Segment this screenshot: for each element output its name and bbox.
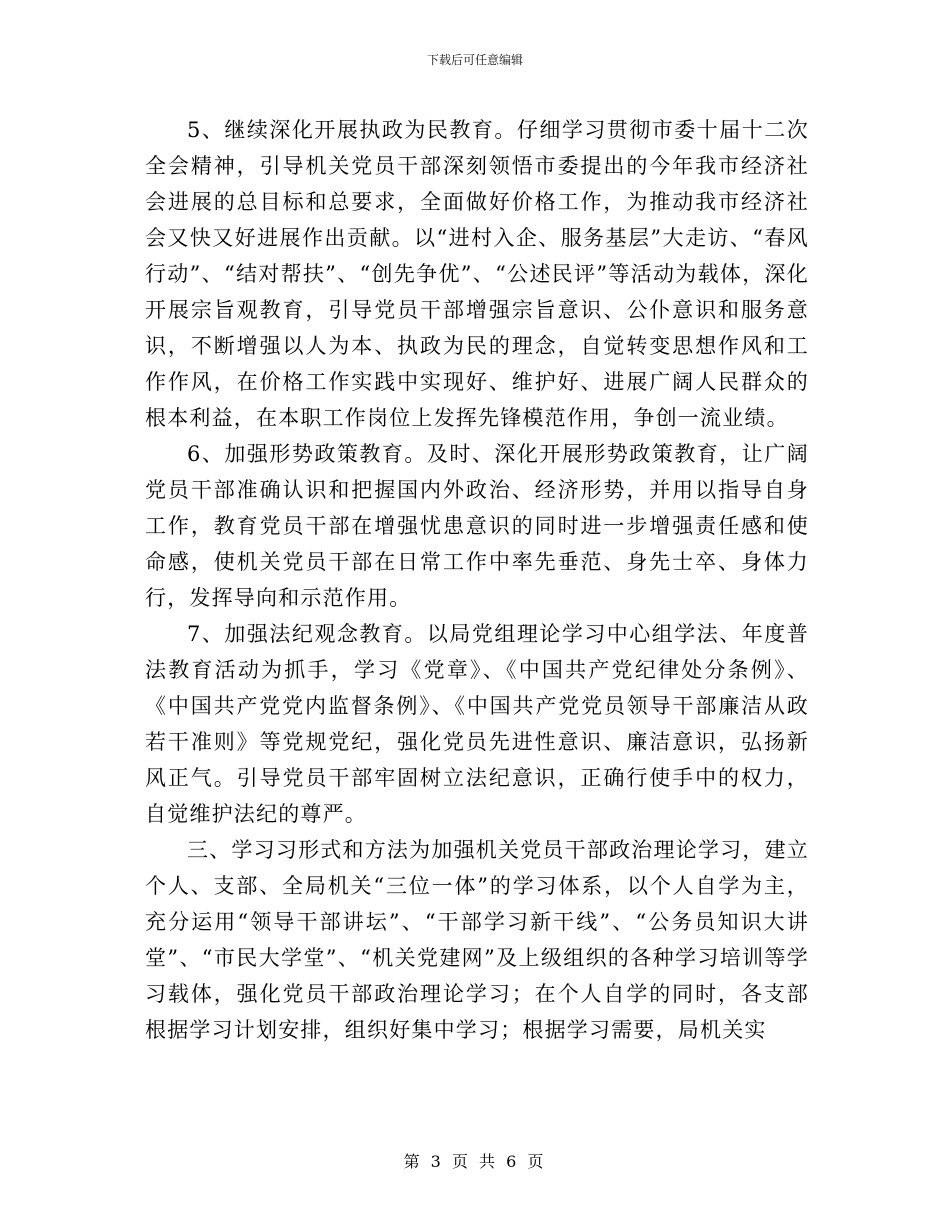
- page-header: 下载后可任意编辑: [426, 53, 523, 67]
- paragraph-3-study-methods: 三、学习习形式和方法为加强机关党员干部政治理论学习，建立个人、支部、全局机关“三位一体”的学习体系，以个人自学为主，充分运用“领导干部讲坛”、“干部学习新干线”、“公务员知识大讲堂”、“市民大学堂”、“机关党建网”及上级组织的各种学习培训等学习载体，强化党员干部政治理论学习；在个人自学的同时，各支部根据学习计划安排，组织好集中学习；根据学习需要，局机关实: [145, 838, 809, 1042]
- page-number-footer: 第 3 页 共 6 页: [403, 1152, 547, 1171]
- paragraph-5-ruling-education: 5、继续深化开展执政为民教育。仔细学习贯彻市委十届十二次全会精神，引导机关党员干部深刻领悟市委提出的今年我市经济社会进展的总目标和总要求，全面做好价格工作，为推动我市经济社会又快又好进展作出贡献。以“进村入企、服务基层”大走访、“春风行动”、“结对帮扶”、“创先争优”、“公述民评”等活动为载体，深化开展宗旨观教育，引导党员干部增强宗旨意识、公仆意识和服务意识，不断增强以人为本、执政为民的理念，自觉转变思想作风和工作作风，在价格工作实践中实现好、维护好、进展广阔人民群众的根本利益，在本职工作岗位上发挥先锋模范作用，争创一流业绩。: [145, 118, 809, 430]
- paragraph-6-policy-education: 6、加强形势政策教育。及时、深化开展形势政策教育，让广阔党员干部准确认识和把握国内外政治、经济形势，并用以指导自身工作，教育党员干部在增强忧患意识的同时进一步增强责任感和使命感，使机关党员干部在日常工作中率先垂范、身先士卒、身体力行，发挥导向和示范作用。: [145, 442, 809, 610]
- paragraph-7-law-education: 7、加强法纪观念教育。以局党组理论学习中心组学法、年度普法教育活动为抓手，学习《党章》、《中国共产党纪律处分条例》、《中国共产党党内监督条例》、《中国共产党党员领导干部廉洁从政若干准则》等党规党纪，强化党员先进性意识、廉洁意识，弘扬新风正气。引导党员干部牢固树立法纪意识，正确行使手中的权力，自觉维护法纪的尊严。: [145, 622, 809, 826]
- document-body: [145, 112, 809, 1048]
